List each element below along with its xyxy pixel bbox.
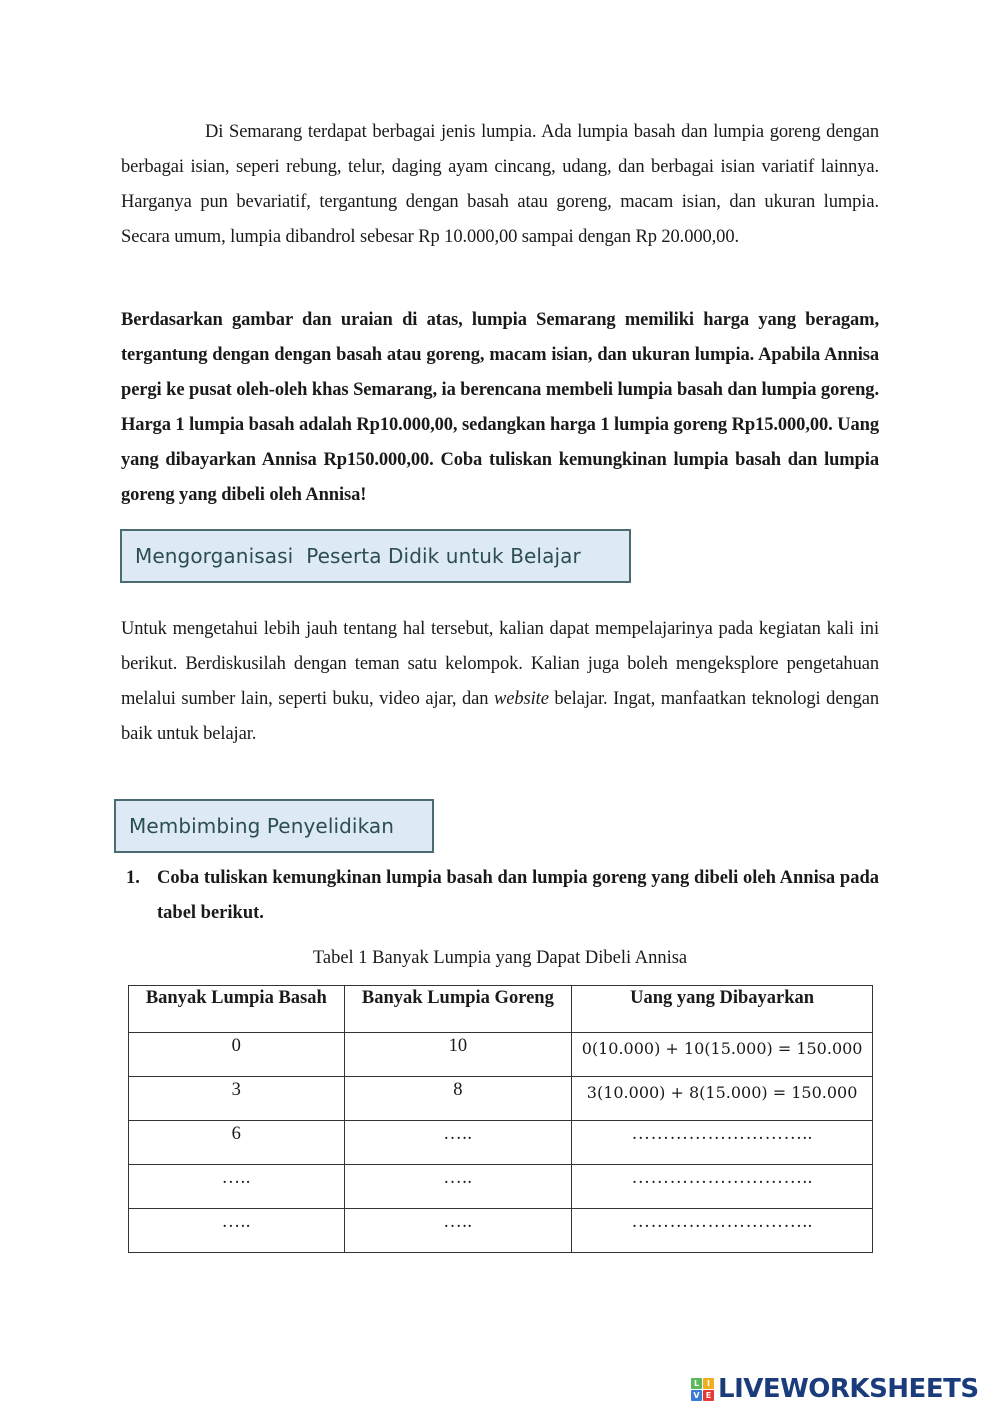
cell-uang-blank[interactable]: ……………………….. [572,1209,873,1253]
table-row [129,1033,873,1077]
logo-letter-l: L [691,1378,702,1389]
question-number: 1. [126,868,140,888]
table-row [129,1209,873,1253]
table-header-row [129,986,873,1033]
lumpia-table [128,985,873,1253]
table-row [129,1165,873,1209]
cell-goreng: 10 [344,1033,572,1077]
header-uang: Uang yang Dibayarkan [572,986,873,1033]
organize-text-2: belajar. Ingat, manfaatkan teknologi dengan baik untuk belajar. [121,689,879,744]
section-title-organize: Mengorganisasi Peserta Didik untuk Belajar [135,544,581,568]
cell-uang-blank[interactable]: ……………………….. [572,1165,873,1209]
live-blocks-icon [691,1378,714,1401]
table-caption: Tabel 1 Banyak Lumpia yang Dapat Dibeli Annisa [312,948,688,968]
header-goreng: Banyak Lumpia Goreng [344,986,572,1033]
cell-basah-blank[interactable]: ….. [129,1209,345,1253]
section-title-investigation: Membimbing Penyelidikan [129,814,395,838]
section-header-organize [120,529,631,583]
organize-text-italic: website [494,689,549,709]
cell-uang: 3(10.000) + 8(15.000) = 150.000 [572,1077,873,1121]
organize-text-1: Untuk mengetahui lebih jauh tentang hal tersebut, kalian dapat mempelajarinya pada kegiatan kali ini berikut. Berdiskusilah dengan teman satu kelompok. Kalian juga boleh mengeksplore pengetahuan melalui sumber lain, seperti buku, video ajar, dan [121,619,879,709]
logo-letter-i: I [703,1378,714,1389]
cell-uang-blank[interactable]: ……………………….. [572,1121,873,1165]
cell-uang: 0(10.000) + 10(15.000) = 150.000 [572,1033,873,1077]
question-text: Coba tuliskan kemungkinan lumpia basah dan lumpia goreng yang dibeli oleh Annisa pada tabel berikut. [157,868,879,923]
header-basah: Banyak Lumpia Basah [129,986,345,1033]
logo-text: LIVEWORKSHEETS [718,1374,979,1404]
intro-paragraph: Di Semarang terdapat berbagai jenis lumpia. Ada lumpia basah dan lumpia goreng dengan berbagai isian, seperi rebung, telur, daging ayam cincang, udang, dan berbagai isian variatif lainnya. Harganya pun bevariatif, tergantung dengan basah atau goreng, macam isian, dan ukuran lumpia. Secara umum, lumpia dibandrol sebesar Rp 10.000,00 sampai dengan Rp 20.000,00. [121,122,879,247]
table-row [129,1077,873,1121]
cell-goreng-blank[interactable]: ….. [344,1121,572,1165]
liveworksheets-logo[interactable] [691,1374,979,1404]
logo-letter-e: E [703,1390,714,1401]
cell-basah: 0 [129,1033,345,1077]
logo-letter-v: V [691,1390,702,1401]
table-row [129,1121,873,1165]
section-header-investigation [114,799,434,853]
problem-paragraph: Berdasarkan gambar dan uraian di atas, lumpia Semarang memiliki harga yang beragam, tergantung dengan dengan basah atau goreng, macam isian, dan ukuran lumpia. Apabila Annisa pergi ke pusat oleh-oleh khas Semarang, ia berencana membeli lumpia basah dan lumpia goreng. Harga 1 lumpia basah adalah Rp10.000,00, sedangkan harga 1 lumpia goreng Rp15.000,00. Uang yang dibayarkan Annisa Rp150.000,00. Coba tuliskan kemungkinan lumpia basah dan lumpia goreng yang dibeli oleh Annisa! [121,310,879,505]
cell-goreng: 8 [344,1077,572,1121]
cell-goreng-blank[interactable]: ….. [344,1165,572,1209]
organize-paragraph [121,612,879,752]
cell-basah: 3 [129,1077,345,1121]
cell-basah-blank[interactable]: ….. [129,1165,345,1209]
cell-goreng-blank[interactable]: ….. [344,1209,572,1253]
cell-basah: 6 [129,1121,345,1165]
question-1 [121,861,879,931]
